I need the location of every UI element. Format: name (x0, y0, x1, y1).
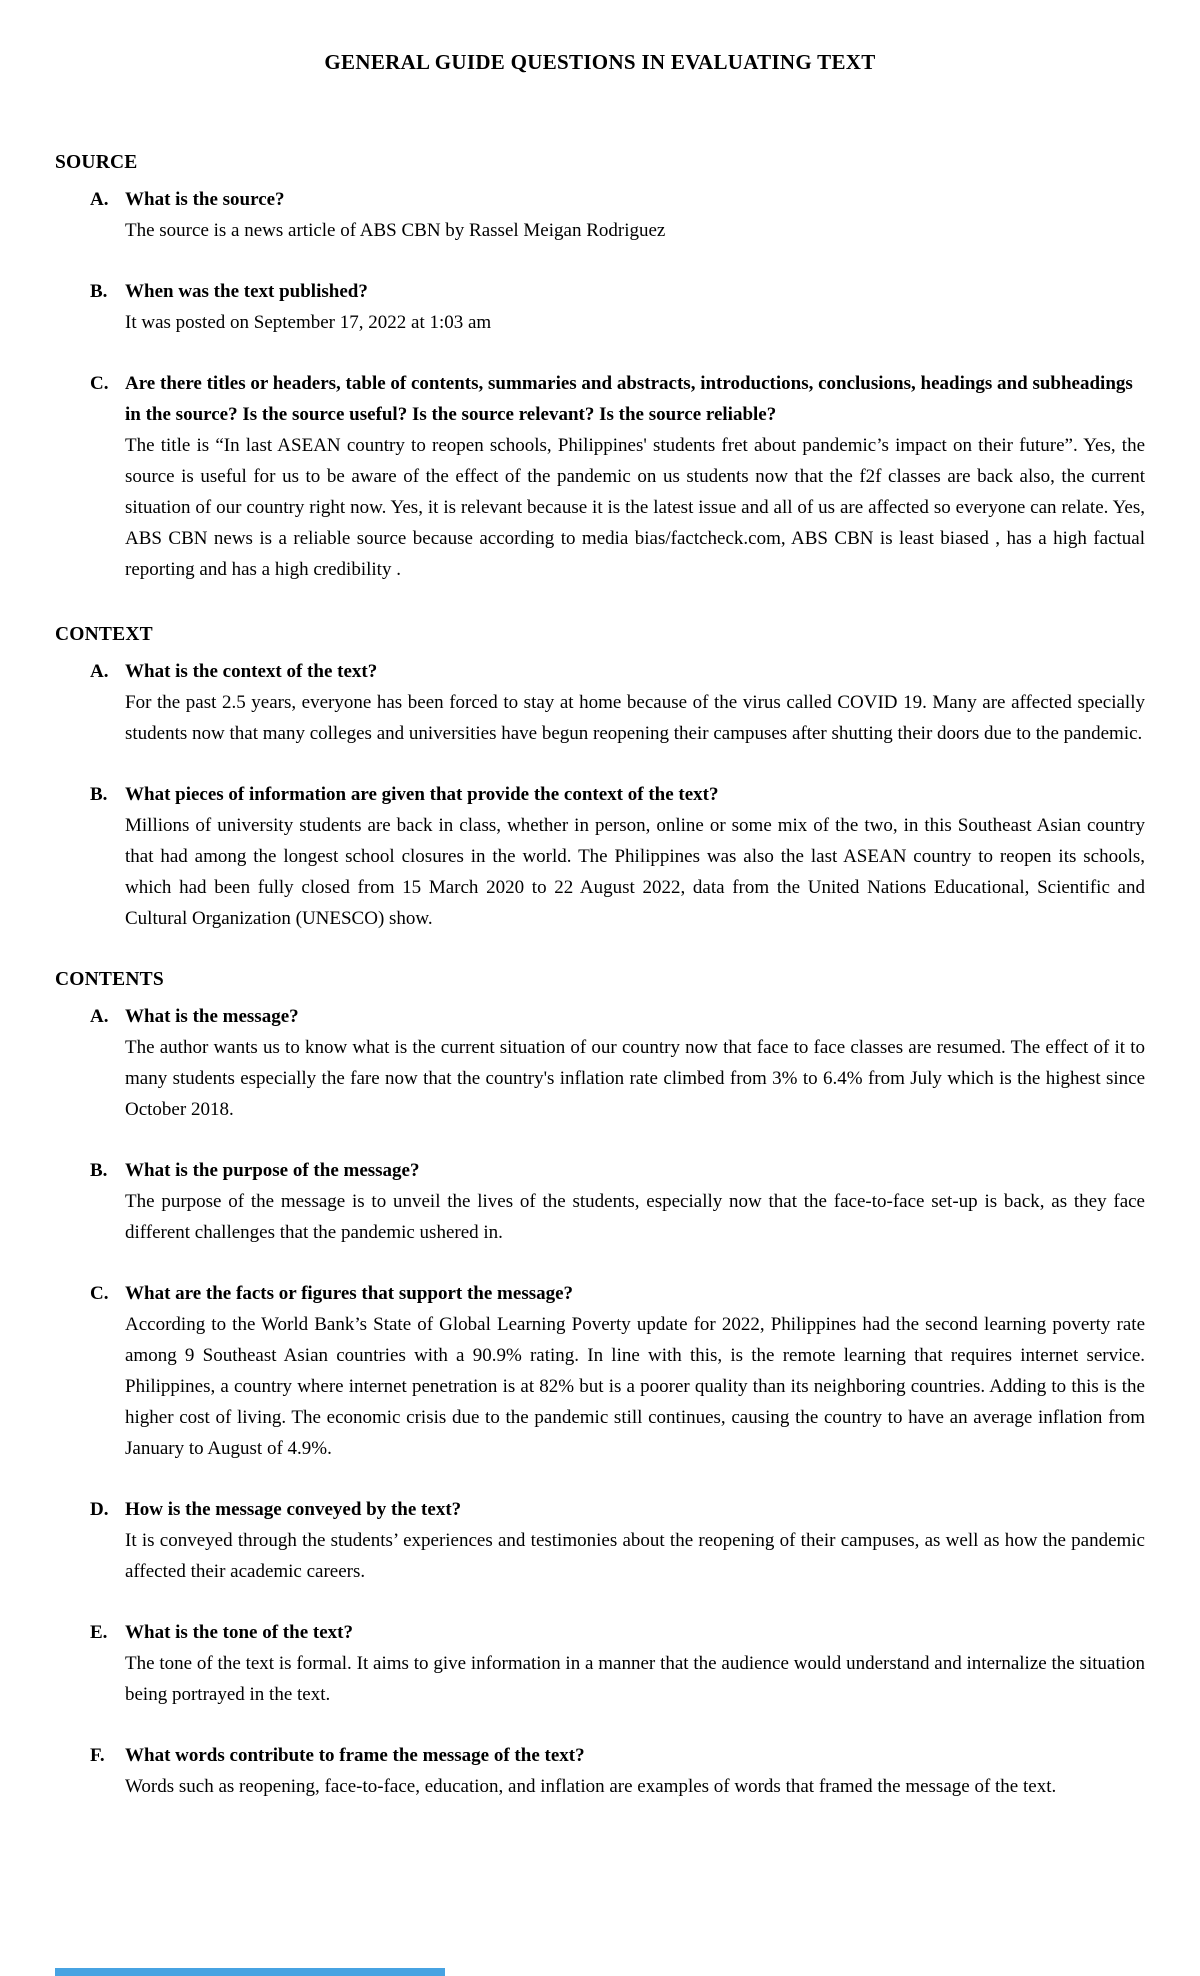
qa-item-body (125, 1278, 1145, 1464)
next-page-edge-artifact (55, 1968, 445, 1976)
qa-item-body (125, 1740, 1145, 1802)
qa-question: Are there titles or headers, table of contents, summaries and abstracts, introductions, conclusions, headings and subheadings in the source? Is the source useful? Is the source relevant? Is the source reliable? (125, 373, 1133, 425)
qa-item-letter: A. (90, 1006, 109, 1027)
section-heading: CONTENTS (55, 969, 164, 990)
qa-item-body (125, 184, 1145, 246)
qa-answer: For the past 2.5 years, everyone has been forced to stay at home because of the virus called COVID 19. Many are affected specially students now that many colleges and universities have begun reopening their campuses after shutting their doors due to the pandemic. (125, 692, 1145, 744)
qa-item-body (125, 276, 1145, 338)
qa-item-body (125, 1617, 1145, 1710)
qa-item-letter: B. (90, 784, 108, 805)
section-items (55, 184, 1145, 585)
qa-item-letter: B. (90, 1160, 108, 1181)
section-items (55, 1001, 1145, 1802)
qa-item (90, 184, 1145, 246)
qa-item-letter: A. (90, 189, 109, 210)
qa-item (90, 1155, 1145, 1248)
document-section (55, 964, 1145, 1802)
qa-question: What is the context of the text? (125, 661, 378, 682)
document-title: GENERAL GUIDE QUESTIONS IN EVALUATING TEXT (324, 50, 876, 74)
qa-question: What is the message? (125, 1006, 299, 1027)
qa-answer: Words such as reopening, face-to-face, education, and inflation are examples of words that framed the message of the text. (125, 1776, 1057, 1797)
qa-item-letter: C. (90, 1283, 109, 1304)
qa-answer: The tone of the text is formal. It aims to give information in a manner that the audience would understand and internalize the situation being portrayed in the text. (125, 1653, 1145, 1705)
qa-item (90, 656, 1145, 749)
qa-question: What pieces of information are given that provide the context of the text? (125, 784, 719, 805)
qa-item-body (125, 1001, 1145, 1125)
section-heading: SOURCE (55, 152, 138, 173)
qa-item (90, 276, 1145, 338)
qa-item (90, 779, 1145, 934)
qa-question: What is the purpose of the message? (125, 1160, 420, 1181)
document-section (55, 147, 1145, 585)
qa-item-letter: B. (90, 281, 108, 302)
qa-answer: The author wants us to know what is the current situation of our country now that face to face classes are resumed. The effect of it to many students especially the fare now that the country's inflation rate climbed from 3% to 6.4% from July which is the highest since October 2018. (125, 1037, 1145, 1120)
qa-question: What words contribute to frame the message of the text? (125, 1745, 585, 1766)
qa-item (90, 1617, 1145, 1710)
qa-item-letter: E. (90, 1622, 108, 1643)
qa-question: When was the text published? (125, 281, 368, 302)
qa-item-letter: A. (90, 661, 109, 682)
qa-question: What is the tone of the text? (125, 1622, 353, 1643)
section-items (55, 656, 1145, 934)
qa-item (90, 1001, 1145, 1125)
qa-question: What is the source? (125, 189, 285, 210)
qa-item (90, 1278, 1145, 1464)
qa-item (90, 1494, 1145, 1587)
document-section (55, 619, 1145, 934)
section-heading: CONTEXT (55, 624, 153, 645)
qa-item (90, 1740, 1145, 1802)
qa-answer: Millions of university students are back in class, whether in person, online or some mix of the two, in this Southeast Asian country that had among the longest school closures in the world. The Philippines was also the last ASEAN country to reopen its schools, which had been fully closed from 15 March 2020 to 22 August 2022, data from the United Nations Educational, Scientific and Cultural Organization (UNESCO) show. (125, 815, 1145, 929)
qa-item (90, 368, 1145, 585)
qa-item-letter: D. (90, 1499, 109, 1520)
qa-answer: The purpose of the message is to unveil the lives of the students, especially now that the face-to-face set-up is back, as they face different challenges that the pandemic ushered in. (125, 1191, 1145, 1243)
qa-item-letter: F. (90, 1745, 105, 1766)
qa-item-body (125, 1494, 1145, 1587)
qa-answer: It is conveyed through the students’ experiences and testimonies about the reopening of their campuses, as well as how the pandemic affected their academic careers. (125, 1530, 1145, 1582)
qa-item-body (125, 1155, 1145, 1248)
qa-answer: It was posted on September 17, 2022 at 1:03 am (125, 312, 492, 333)
qa-item-body (125, 656, 1145, 749)
qa-answer: According to the World Bank’s State of Global Learning Poverty update for 2022, Philippines had the second learning poverty rate among 9 Southeast Asian countries with a 90.9% rating. In line with this, is the remote learning that requires internet service. Philippines, a country where internet penetration is at 82% but is a poorer quality than its neighboring countries. Adding to this is the higher cost of living. The economic crisis due to the pandemic still continues, causing the country to have an average inflation from January to August of 4.9%. (125, 1314, 1145, 1459)
qa-item-body (125, 368, 1145, 585)
qa-answer: The source is a news article of ABS CBN by Rassel Meigan Rodriguez (125, 220, 666, 241)
qa-item-letter: C. (90, 373, 109, 394)
sections-container (55, 147, 1145, 1802)
qa-question: What are the facts or figures that support the message? (125, 1283, 574, 1304)
qa-question: How is the message conveyed by the text? (125, 1499, 462, 1520)
qa-item-body (125, 779, 1145, 934)
qa-answer: The title is “In last ASEAN country to reopen schools, Philippines' students fret about pandemic’s impact on their future”. Yes, the source is useful for us to be aware of the effect of the pandemic on us students now that the f2f classes are back also, the current situation of our country right now. Yes, it is relevant because it is the latest issue and all of us are affected so everyone can relate. Yes, ABS CBN news is a reliable source because according to media bias/factcheck.com, ABS CBN is least biased , has a high factual reporting and has a high credibility . (125, 435, 1145, 580)
